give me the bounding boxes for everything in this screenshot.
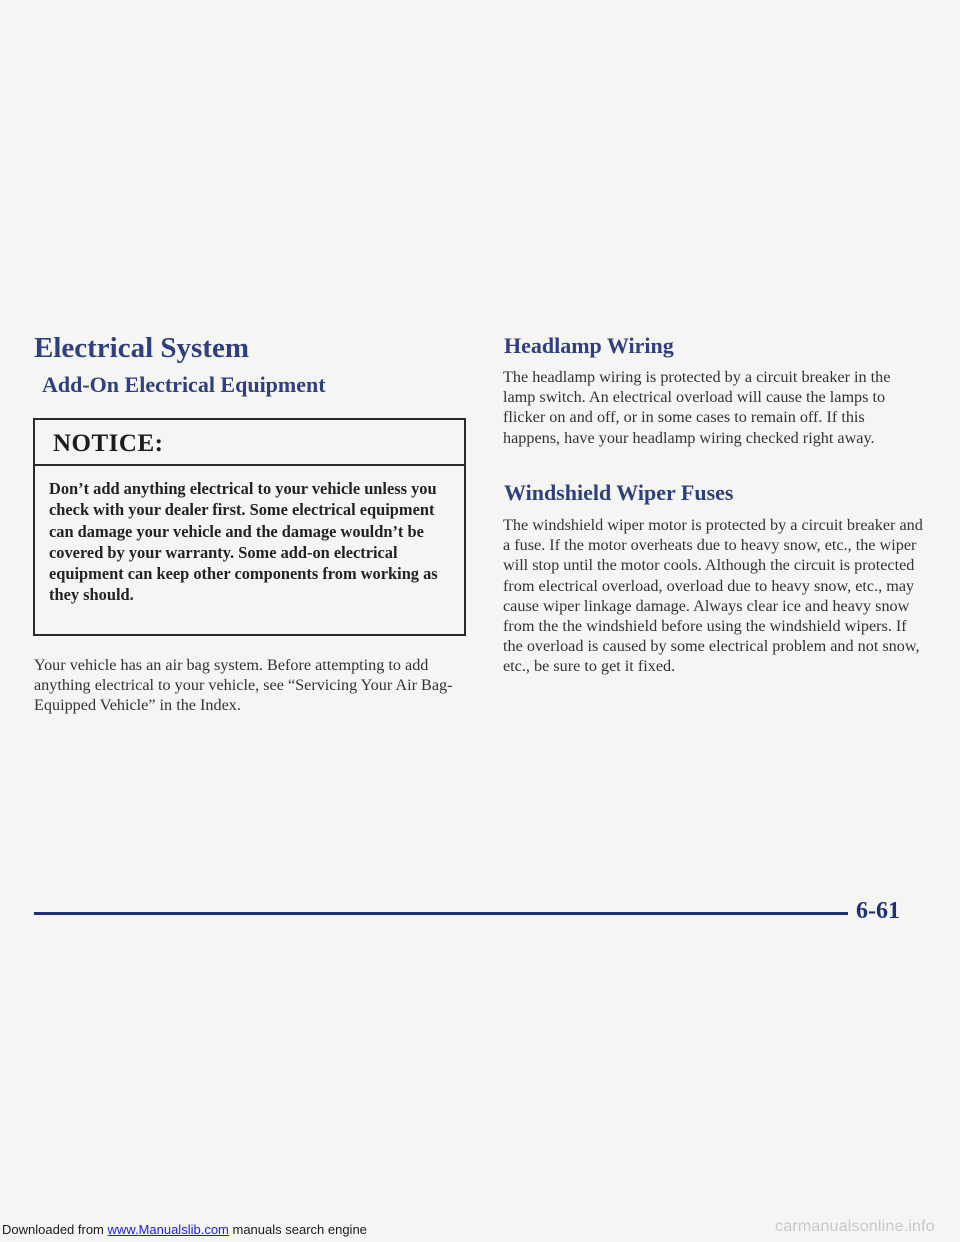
airbag-paragraph: Your vehicle has an air bag system. Before attempting to add anything electrical to your vehicle, see “Servicing Your Air Bag-Equipped Vehicle” in the Index. — [34, 656, 453, 715]
section-title: Electrical System — [34, 332, 250, 364]
headlamp-paragraph: The headlamp wiring is protected by a circuit breaker in the lamp switch. An electrical overload will cause the lamps to flicker on and off, or in some cases to remain off. If this happens, have your headlamp wiring checked right away. — [503, 368, 891, 447]
manualslib-link[interactable]: www.Manualslib.com — [107, 1222, 229, 1237]
notice-header — [35, 420, 464, 466]
wiper-paragraph: The windshield wiper motor is protected by a circuit breaker and a fuse. If the motor overheats due to heavy snow, etc., the wiper will stop until the motor cools. Although the circuit is protected from electrical overload, overload due to heavy snow, etc., may cause wiper linkage damage. Always clear ice and heavy snow from the the windshield before using the windshield wipers. If the overload is caused by some electrical problem and not snow, etc., be sure to get it fixed. — [503, 516, 923, 676]
footer-prefix: Downloaded from — [2, 1222, 108, 1237]
headlamp-title: Headlamp Wiring — [504, 333, 674, 358]
download-footer — [2, 1222, 367, 1237]
notice-body: Don’t add anything electrical to your vehicle unless you check with your dealer first. Some electrical equipment can damage your vehicle and the damage wouldn’t be covered by your warranty. Some add-on electrical equipment can keep other components from working as they should. — [49, 479, 438, 605]
watermark: carmanualsonline.info — [775, 1218, 935, 1235]
subsection-title-add-on: Add-On Electrical Equipment — [42, 372, 326, 397]
notice-title: NOTICE: — [53, 430, 164, 457]
page-number: 6-61 — [856, 898, 900, 924]
notice-box — [33, 418, 466, 636]
footer-suffix: manuals search engine — [228, 1222, 367, 1237]
page-rule — [34, 912, 848, 915]
wiper-title: Windshield Wiper Fuses — [504, 480, 734, 505]
